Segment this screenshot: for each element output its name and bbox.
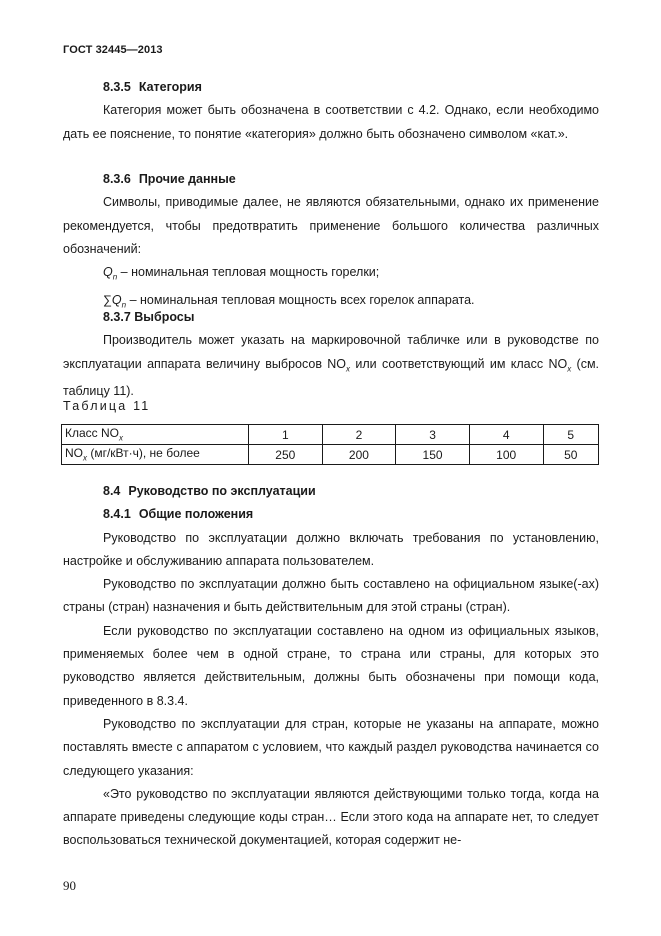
row-label xyxy=(62,445,249,465)
paragraph: Символы, приводимые далее, не являются обязательными, однако их применение рекомендуется, чтобы предотвратить применение большого количества различных обозначений: xyxy=(63,195,599,256)
paragraph: «Это руководство по эксплуатации являются действующими только тогда, когда на аппарате приведены следующие коды стран… Если этого кода на аппарате нет, то следует воспользоваться технической документацией, которая содержит не- xyxy=(63,786,599,848)
section-heading xyxy=(63,168,599,191)
section-8-3-7 xyxy=(63,306,599,404)
table-cell: 150 xyxy=(396,445,470,465)
paragraph: Руководство по эксплуатации должно включать требования по установлению, настройке и обслуживанию аппарата пользователем. xyxy=(63,530,599,568)
section-number: 8.4.1 xyxy=(103,507,131,522)
section-number: 8.3.6 xyxy=(103,172,131,186)
section-8-4 xyxy=(63,480,599,853)
section-8-3-6 xyxy=(63,168,599,317)
subscript: x xyxy=(119,433,123,443)
table-cell: 50 xyxy=(543,445,599,465)
section-heading: 8.3.7 Выбросы xyxy=(103,310,195,324)
paragraph: Категория может быть обозначена в соответствии с 4.2. Однако, если необходимо дать ее пояснение, то понятие «категория» должно быть обозначено символом «кат.». xyxy=(63,103,599,141)
section-heading xyxy=(63,480,599,503)
section-number: 8.3.5 xyxy=(103,80,131,94)
symbol: Q xyxy=(103,265,113,280)
section-title: Общие положения xyxy=(138,507,254,522)
row-label xyxy=(62,425,249,445)
paragraph: Руководство по эксплуатации должно быть составлено на официальном языке(-ах) страны (стран) назначения и быть действительным для этой страны (стран). xyxy=(63,577,599,615)
table-cell: 250 xyxy=(249,445,323,465)
label-text: NO xyxy=(65,446,83,461)
symbol-description: – номинальная тепловая мощность всех горелок аппарата. xyxy=(126,292,475,307)
symbol: Q xyxy=(111,292,122,307)
section-title: Категория xyxy=(138,80,202,94)
symbol-subscript: n xyxy=(121,300,127,310)
table-cell: 3 xyxy=(396,425,470,445)
table-row xyxy=(62,425,599,445)
section-title: Руководство по эксплуатации xyxy=(128,484,316,498)
paragraph xyxy=(63,329,599,403)
text-run: или соответствующий им класс NO xyxy=(350,356,568,371)
section-number: 8.4 xyxy=(103,484,121,498)
paragraph: Руководство по эксплуатации для стран, которые не указаны на аппарате, можно поставлять вместе с аппаратом с условием, что каждый раздел руководства начинается со следующего указания: xyxy=(63,716,599,778)
symbol-subscript: n xyxy=(112,272,118,282)
paragraph: Если руководство по эксплуатации составлено на одном из официальных языков, применяемых более чем в одной стране, то страна или страны, для которых это руководство является действительным, должны быть обозначены при помощи кода, приведенного в 8.3.4. xyxy=(63,623,599,708)
table-cell: 1 xyxy=(249,425,323,445)
symbol-definition xyxy=(63,261,599,289)
subsection-heading xyxy=(63,503,599,526)
label-text: Класс NO xyxy=(65,426,119,441)
page-number: 90 xyxy=(63,878,76,893)
text-run: Производитель может указать на маркировочной табличке или в руководстве по эксплуатации аппарата величину выбросов NO xyxy=(63,333,599,371)
symbol-description: – номинальная тепловая мощность горелки; xyxy=(117,265,380,280)
section-title: Прочие данные xyxy=(138,172,236,186)
table-cell: 5 xyxy=(543,425,599,445)
table-cell: 4 xyxy=(469,425,543,445)
table-cell: 2 xyxy=(322,425,396,445)
subscript: x xyxy=(346,364,351,374)
subscript: x xyxy=(83,453,87,463)
table-cell: 200 xyxy=(322,445,396,465)
sum-sign: ∑ xyxy=(103,292,112,307)
document-header: ГОСТ 32445—2013 xyxy=(63,44,163,56)
table-row xyxy=(62,445,599,465)
subscript: x xyxy=(567,364,572,374)
section-heading xyxy=(63,76,599,99)
nox-class-table xyxy=(61,424,599,465)
table-caption: Таблица 11 xyxy=(63,399,151,413)
label-text: (мг/кВт·ч), не более xyxy=(87,446,200,461)
table-cell: 100 xyxy=(469,445,543,465)
section-8-3-5 xyxy=(63,76,599,146)
text-run: (см. таблицу 11). xyxy=(63,356,600,399)
